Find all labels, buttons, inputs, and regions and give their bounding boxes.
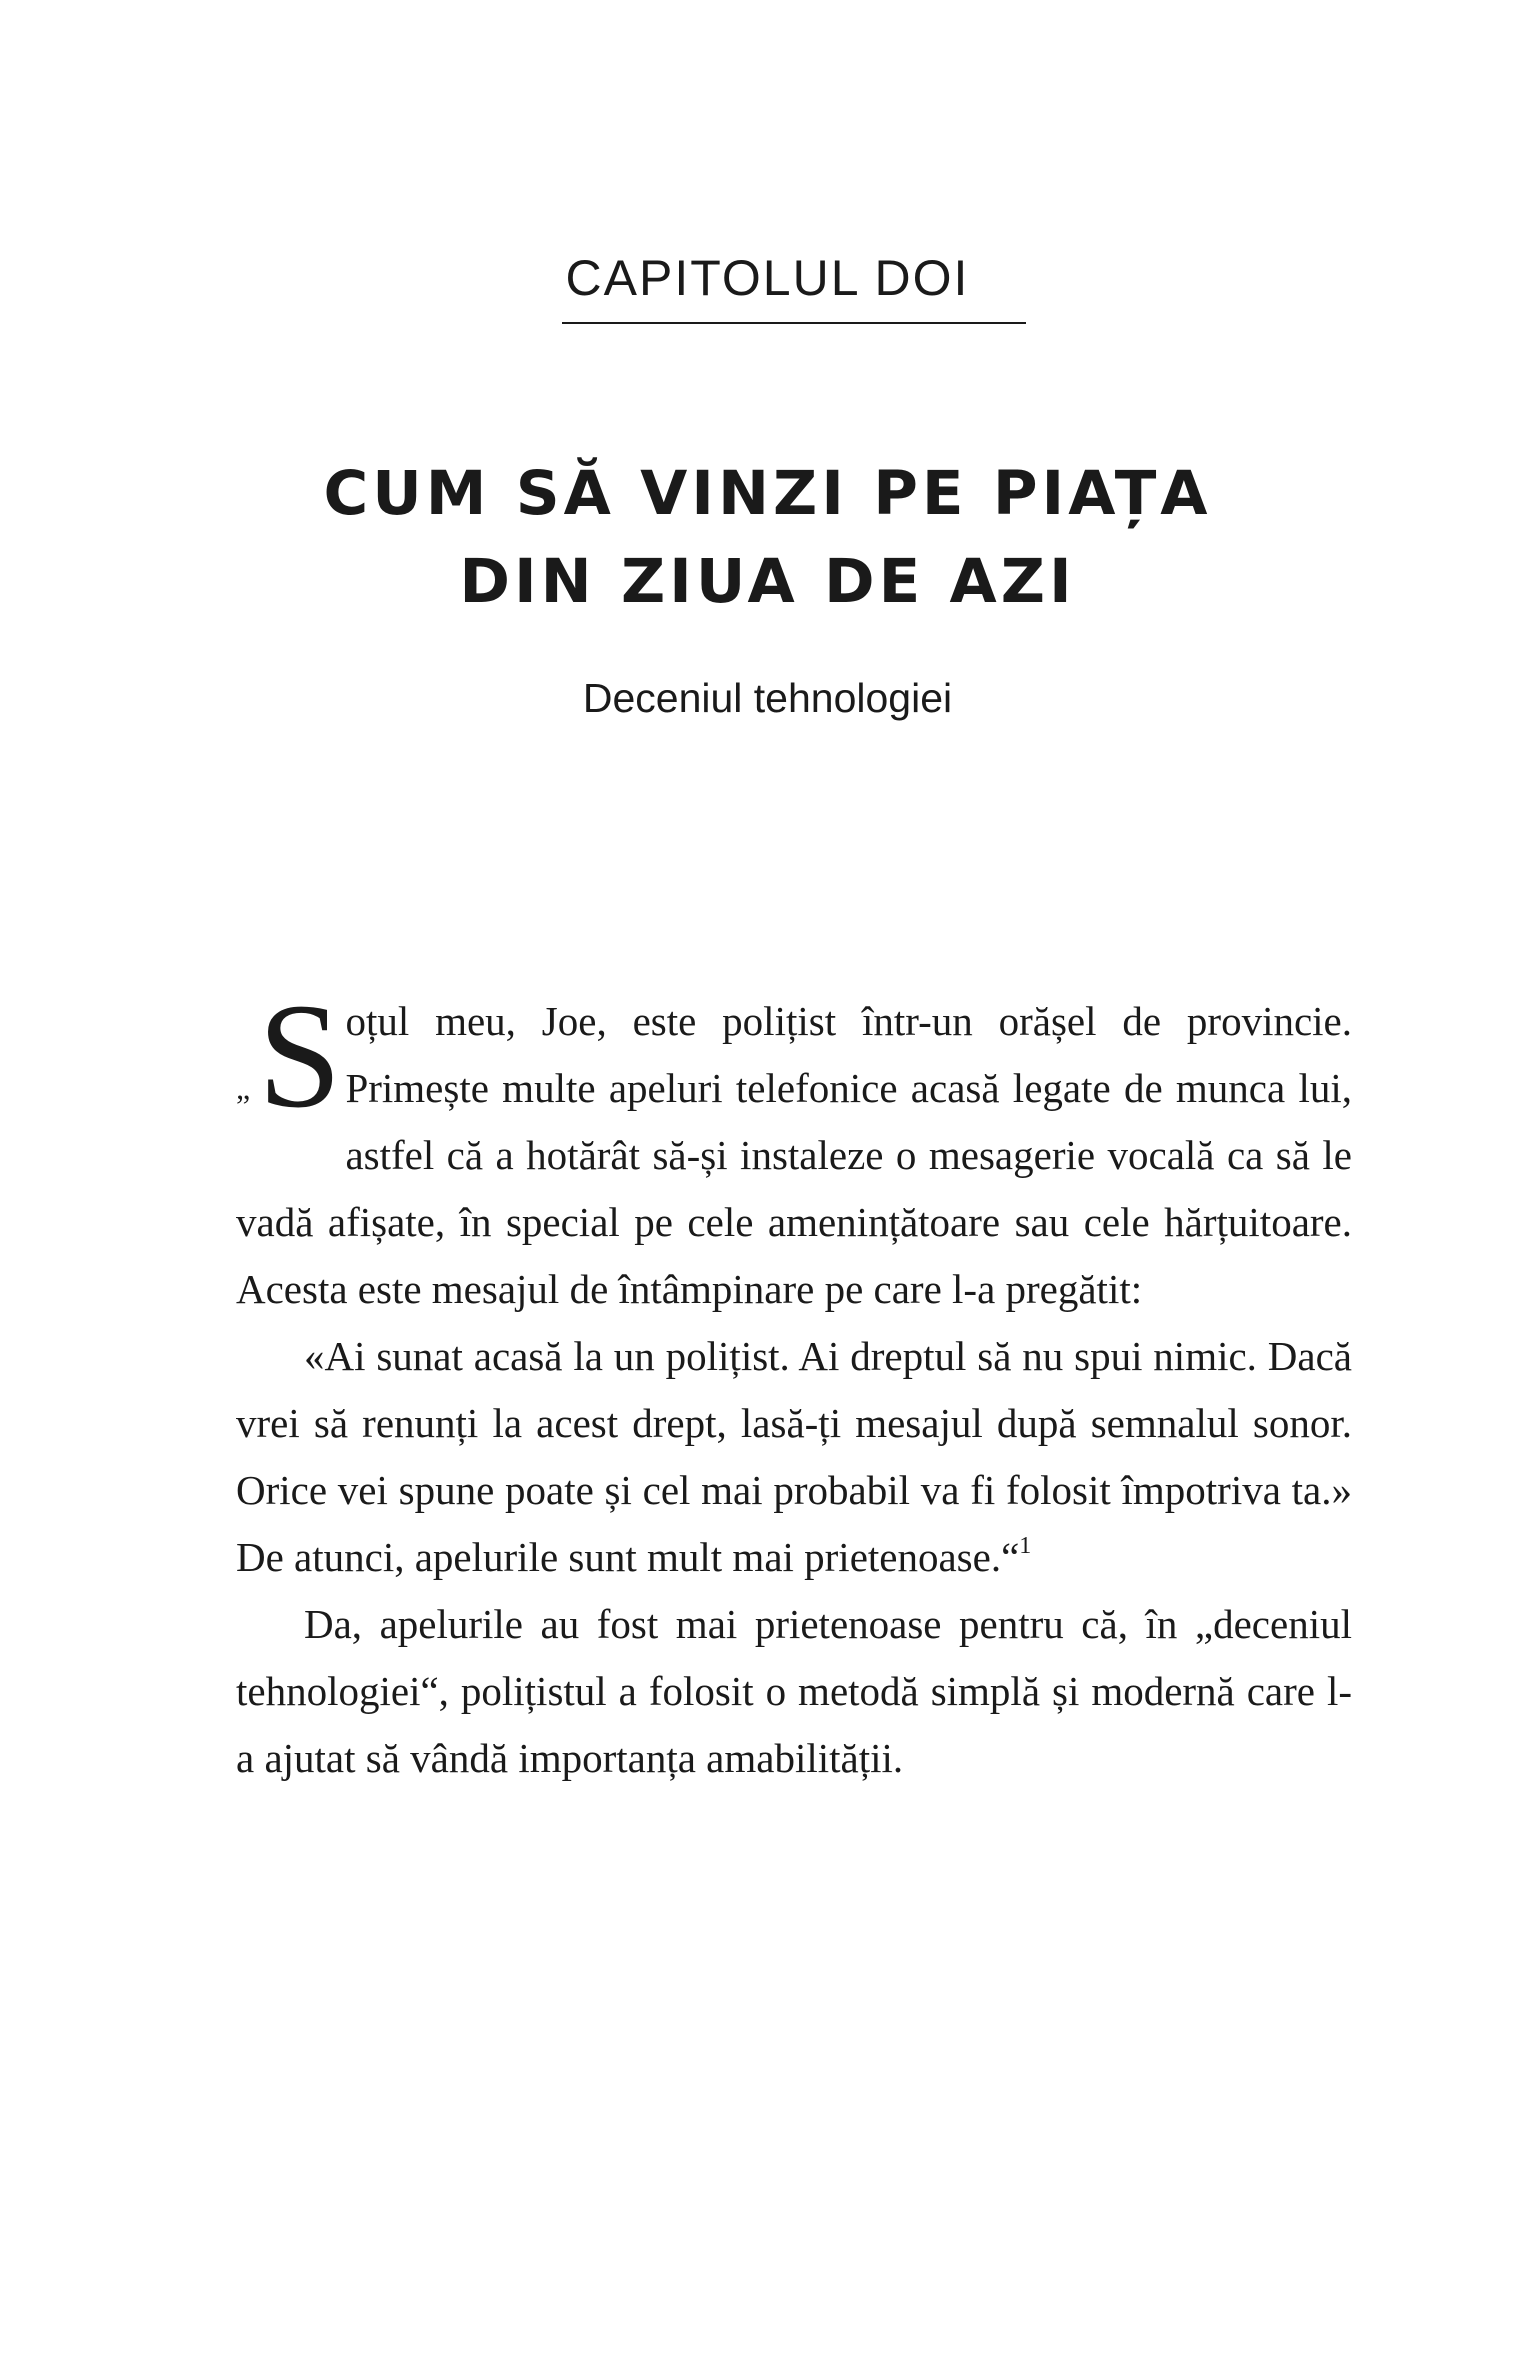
paragraph-2 [236, 1323, 1352, 1591]
paragraph-2-text: «Ai sunat acasă la un polițist. Ai dreptul să nu spui nimic. Dacă vrei să renunți la acest drept, lasă-ți mesajul după semnalul sonor. Orice vei spune poate și cel mai probabil va fi folosit împotriva ta.» De atunci, apelurile sunt mult mai prietenoase.“ [236, 1333, 1352, 1580]
chapter-label-underline [562, 322, 1026, 324]
paragraph-1 [236, 973, 1352, 1323]
opening-quote-mark: „ [236, 1070, 251, 1106]
drop-cap: S [258, 973, 342, 1139]
paragraph-3-text: Da, apelurile au fost mai prietenoase pentru că, în „deceniul tehnologiei“, polițistul a folosit o metodă simplă și modernă care l-a ajutat să vândă importanța amabilității. [236, 1601, 1352, 1781]
chapter-subtitle: Deceniul tehnologiei [582, 675, 953, 721]
chapter-title-line-1: CUM SĂ VINZI PE PIAȚA [323, 458, 1212, 529]
chapter-title-line-2: DIN ZIUA DE AZI [459, 546, 1076, 617]
chapter-label: CAPITOLUL DOI [565, 250, 970, 306]
body-text [236, 973, 1352, 1792]
paragraph-1-text: oțul meu, Joe, este polițist într-un orășel de provincie. Primește multe apeluri telefonice acasă legate de munca lui, astfel că a hotărât să-și instaleze o mesagerie vocală ca să le vadă afișate, în special pe cele amenințătoare sau cele hărțuitoare. Acesta este mesajul de întâmpinare pe care l-a pregătit: [236, 998, 1352, 1312]
chapter-title [0, 450, 1535, 626]
paragraph-3 [236, 1591, 1352, 1792]
footnote-reference[interactable]: 1 [1019, 1533, 1032, 1559]
